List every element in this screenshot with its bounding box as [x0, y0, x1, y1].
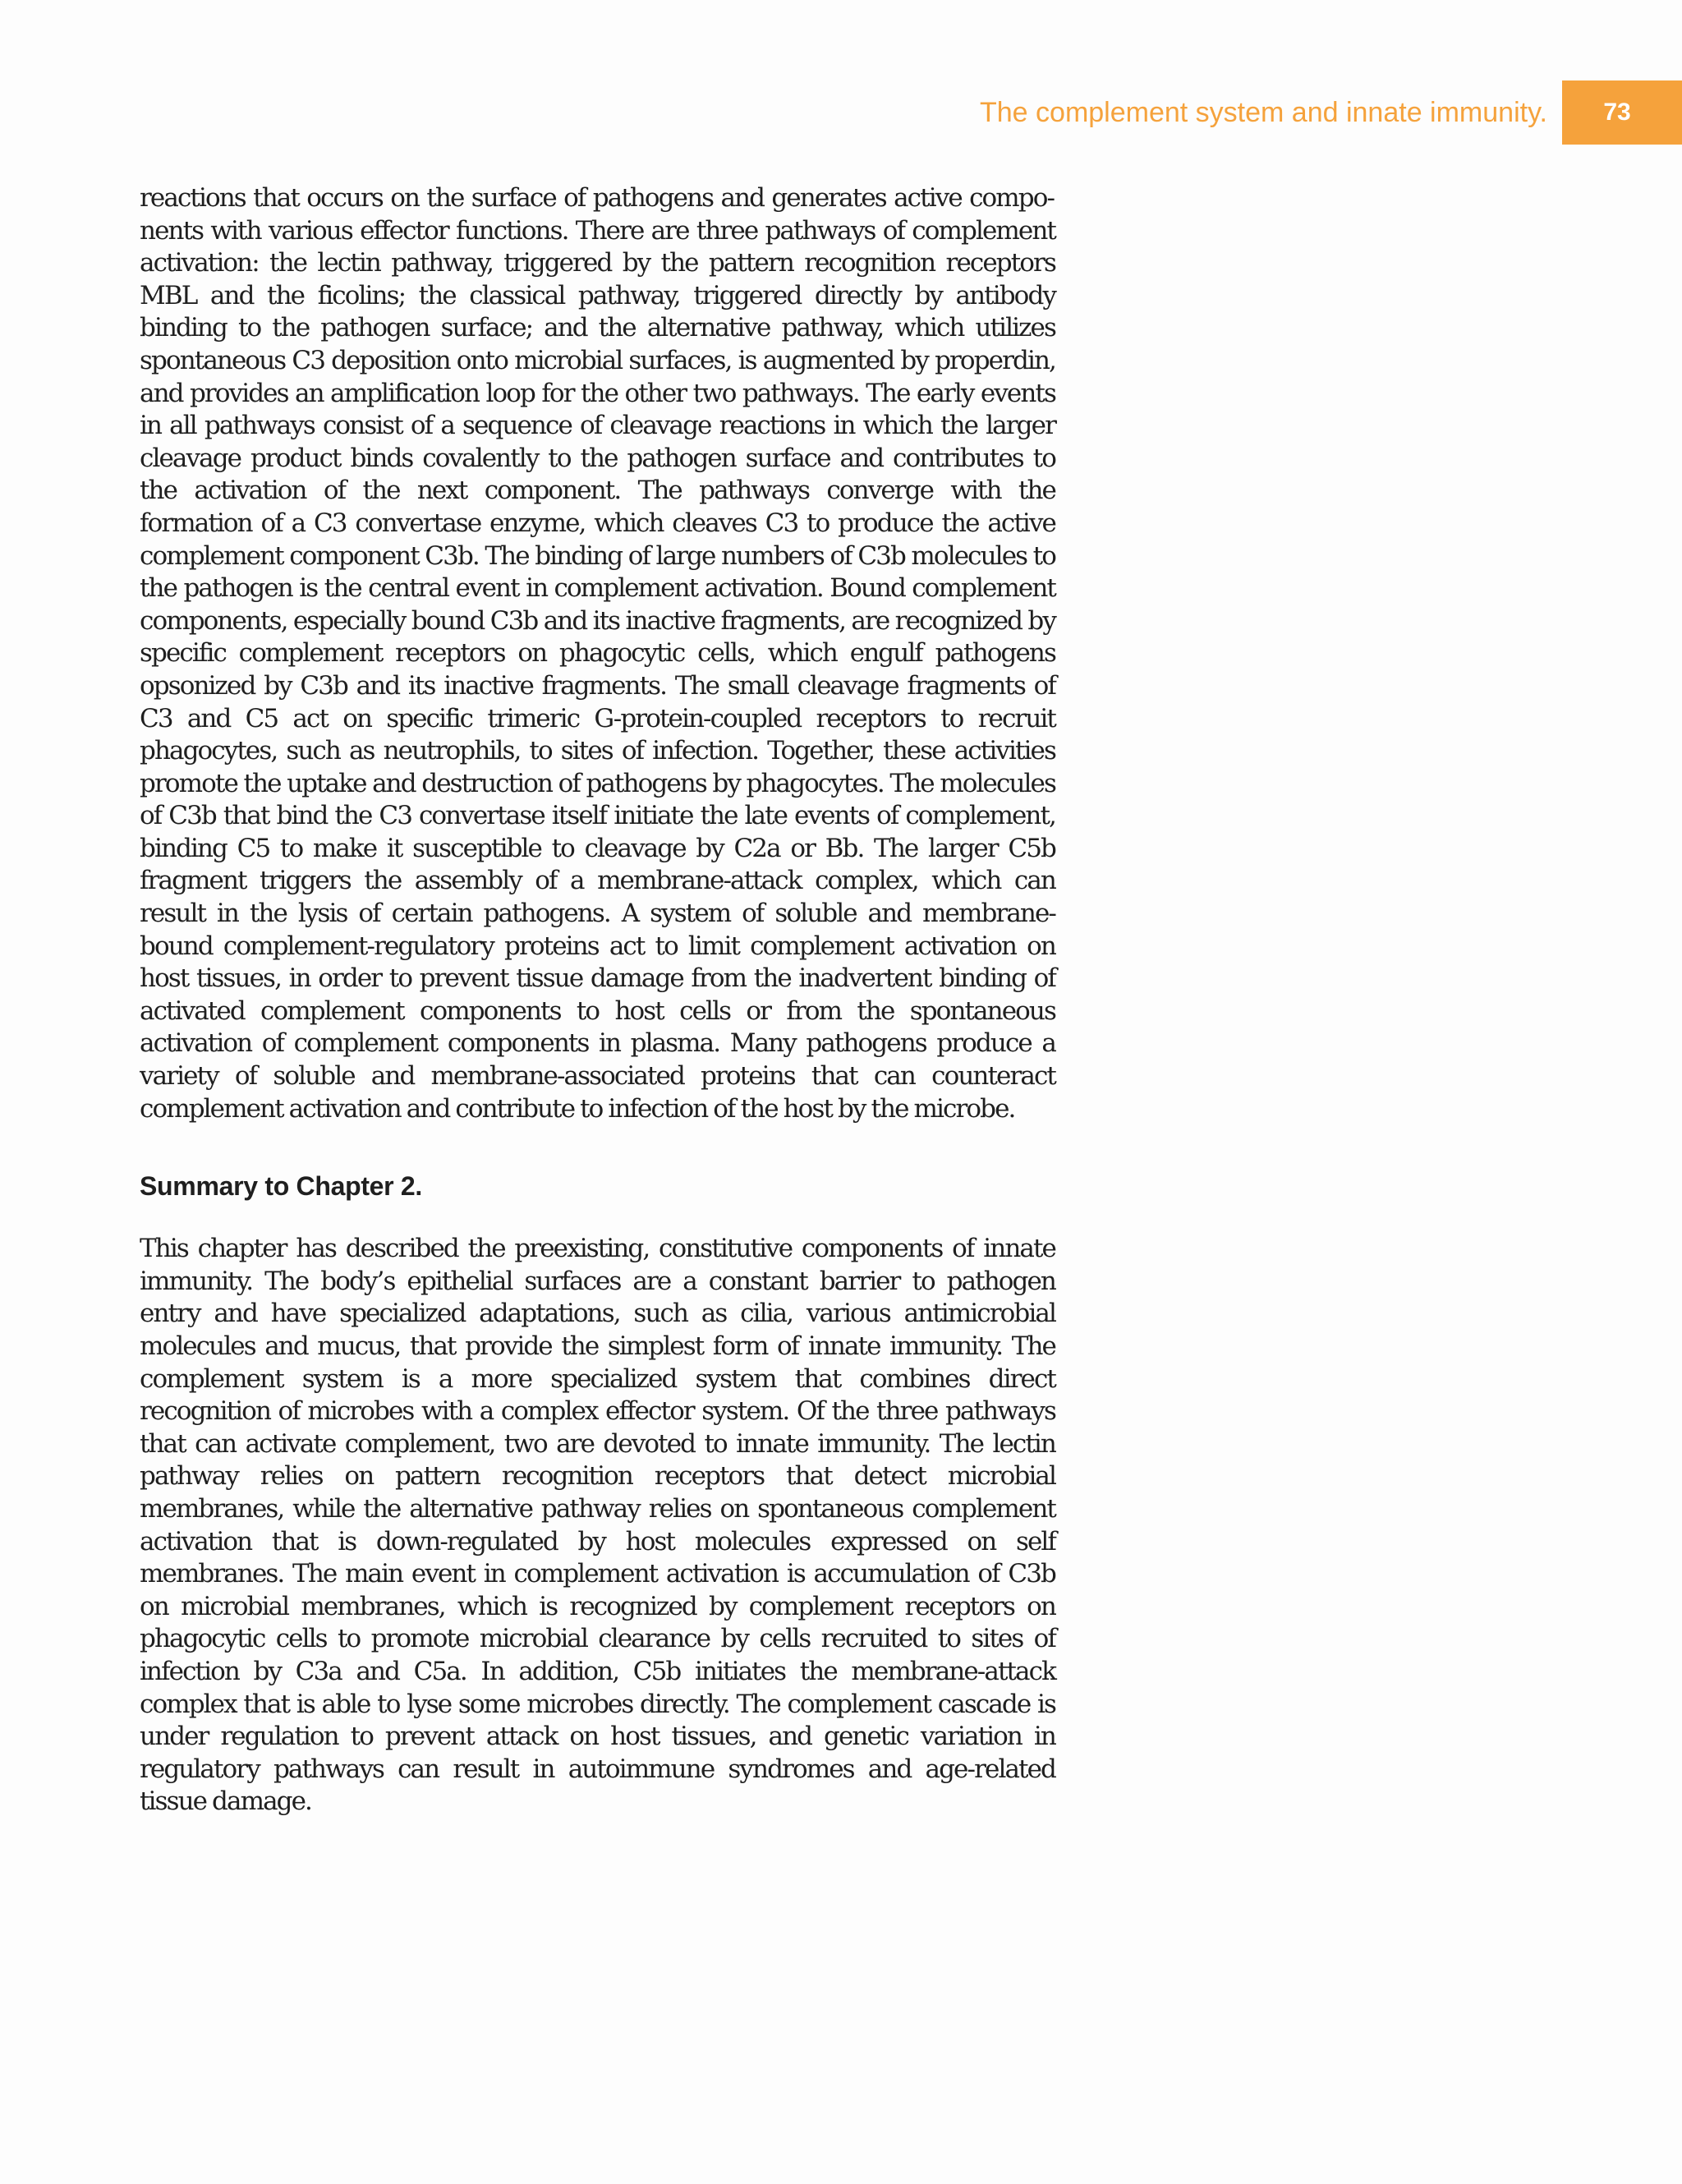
- body-paragraph: reactions that occurs on the surface of pathogens and generates active components with various effector functions. There are three pathways of complement activation: the lectin pathway, triggered by the pattern recognition receptors MBL and the ficolins; the classical pathway, triggered directly by antibody binding to the pathogen surface; and the alternative pathway, which utilizes spontaneous C3 deposition onto microbial surfaces, is augmented by properdin, and provides an amplification loop for the other two pathways. The early events in all pathways consist of a sequence of cleavage reactions in which the larger cleavage product binds covalently to the pathogen surface and contributes to the activation of the next component. The pathways converge with the formation of a C3 convertase enzyme, which cleaves C3 to produce the active complement component C3b. The binding of large numbers of C3b molecules to the pathogen is the central event in complement activation. Bound complement components, especially bound C3b and its inactive fragments, are recognized by specific complement receptors on phagocytic cells, which engulf pathogens opsonized by C3b and its inactive fragments. The small cleavage fragments of C3 and C5 act on specific trimeric G-protein-coupled receptors to recruit phagocytes, such as neutrophils, to sites of infection. Together, these activities promote the uptake and destruction of pathogens by phagocytes. The molecules of C3b that bind the C3 convertase itself initiate the late events of complement, binding C5 to make it susceptible to cleavage by C2a or Bb. The larger C5b fragment triggers the assembly of a membrane-attack complex, which can result in the lysis of certain pathogens. A system of soluble and membrane-bound complement-regulatory proteins act to limit complement activation on host tissues, in order to prevent tissue damage from the inadvertent binding of activated complement components to host cells or from the spontaneous activation of complement components in plasma. Many pathogens produce a variety of soluble and membrane-associated proteins that can counteract complement activation and contribute to infection of the host by the microbe.: [140, 183, 1055, 1124]
- summary-paragraph: This chapter has described the preexisting, constitutive components of innate immunity. The body’s epithelial surfaces are a constant barrier to pathogen entry and have specialized adaptations, such as cilia, various antimicrobial molecules and mucus, that provide the simplest form of innate immunity. The complement system is a more specialized system that combines direct recognition of microbes with a complex effector system. Of the three pathways that can activate complement, two are devoted to innate immunity. The lectin pathway relies on pattern recognition receptors that detect microbial membranes, while the alternative pathway relies on spontaneous complement activation that is down-regulated by host molecules expressed on self membranes. The main event in complement activation is accumulation of C3b on microbial membranes, which is recognized by complement receptors on phagocytic cells to promote microbial clearance by cells recruited to sites of infection by C3a and C5a. In addition, C5b initiates the membrane-attack complex that is able to lyse some microbes directly. The complement cascade is under regulation to prevent attack on host tissues, and genetic variation in regulatory pathways can result in autoimmune syndromes and age-related tissue damage.: [140, 1234, 1055, 1817]
- section-heading: Summary to Chapter 2.: [140, 1171, 423, 1202]
- body-column: [140, 182, 1055, 1818]
- page-number: 73: [1603, 99, 1631, 126]
- page-number-tab: [1562, 80, 1682, 145]
- running-header: [980, 80, 1682, 145]
- running-title: The complement system and innate immunity.: [980, 96, 1547, 128]
